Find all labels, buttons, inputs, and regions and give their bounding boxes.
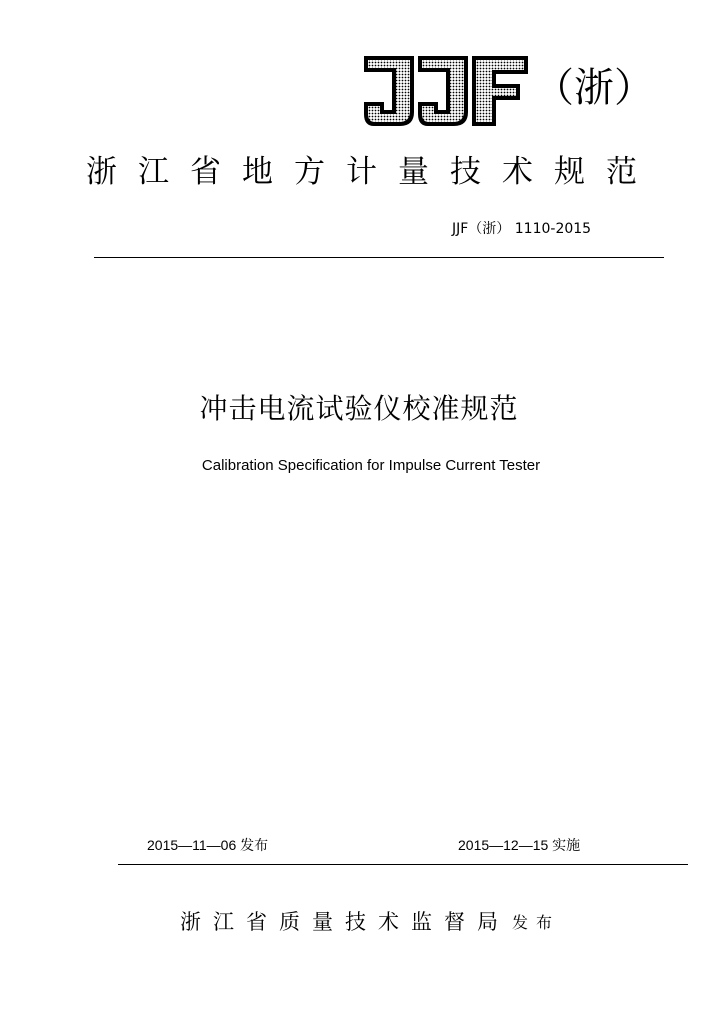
logo-letter-j2	[418, 56, 468, 126]
document-code: JJF（浙） 1110-2015	[452, 221, 592, 237]
bottom-divider	[118, 864, 688, 865]
implementation-date: 2015—12—15 实施	[458, 837, 581, 853]
top-divider	[94, 257, 664, 258]
document-title-en: Calibration Specification for Impulse Current Tester	[201, 457, 541, 474]
document-title-cn: 冲击电流试验仪校准规范	[199, 392, 519, 425]
logo-letter-f	[472, 56, 528, 126]
publisher-name: 浙江省质量技术监督局	[180, 910, 510, 934]
publish-label: 发布	[512, 913, 561, 932]
jjf-logo-mark	[362, 52, 532, 132]
logo-suffix: （浙）	[534, 65, 654, 111]
jjf-logo	[362, 52, 654, 132]
spec-type-heading: 浙江省地方计量技术规范	[86, 154, 658, 190]
logo-letter-j1	[364, 56, 414, 126]
issue-date: 2015—11—06 发布	[147, 837, 269, 853]
